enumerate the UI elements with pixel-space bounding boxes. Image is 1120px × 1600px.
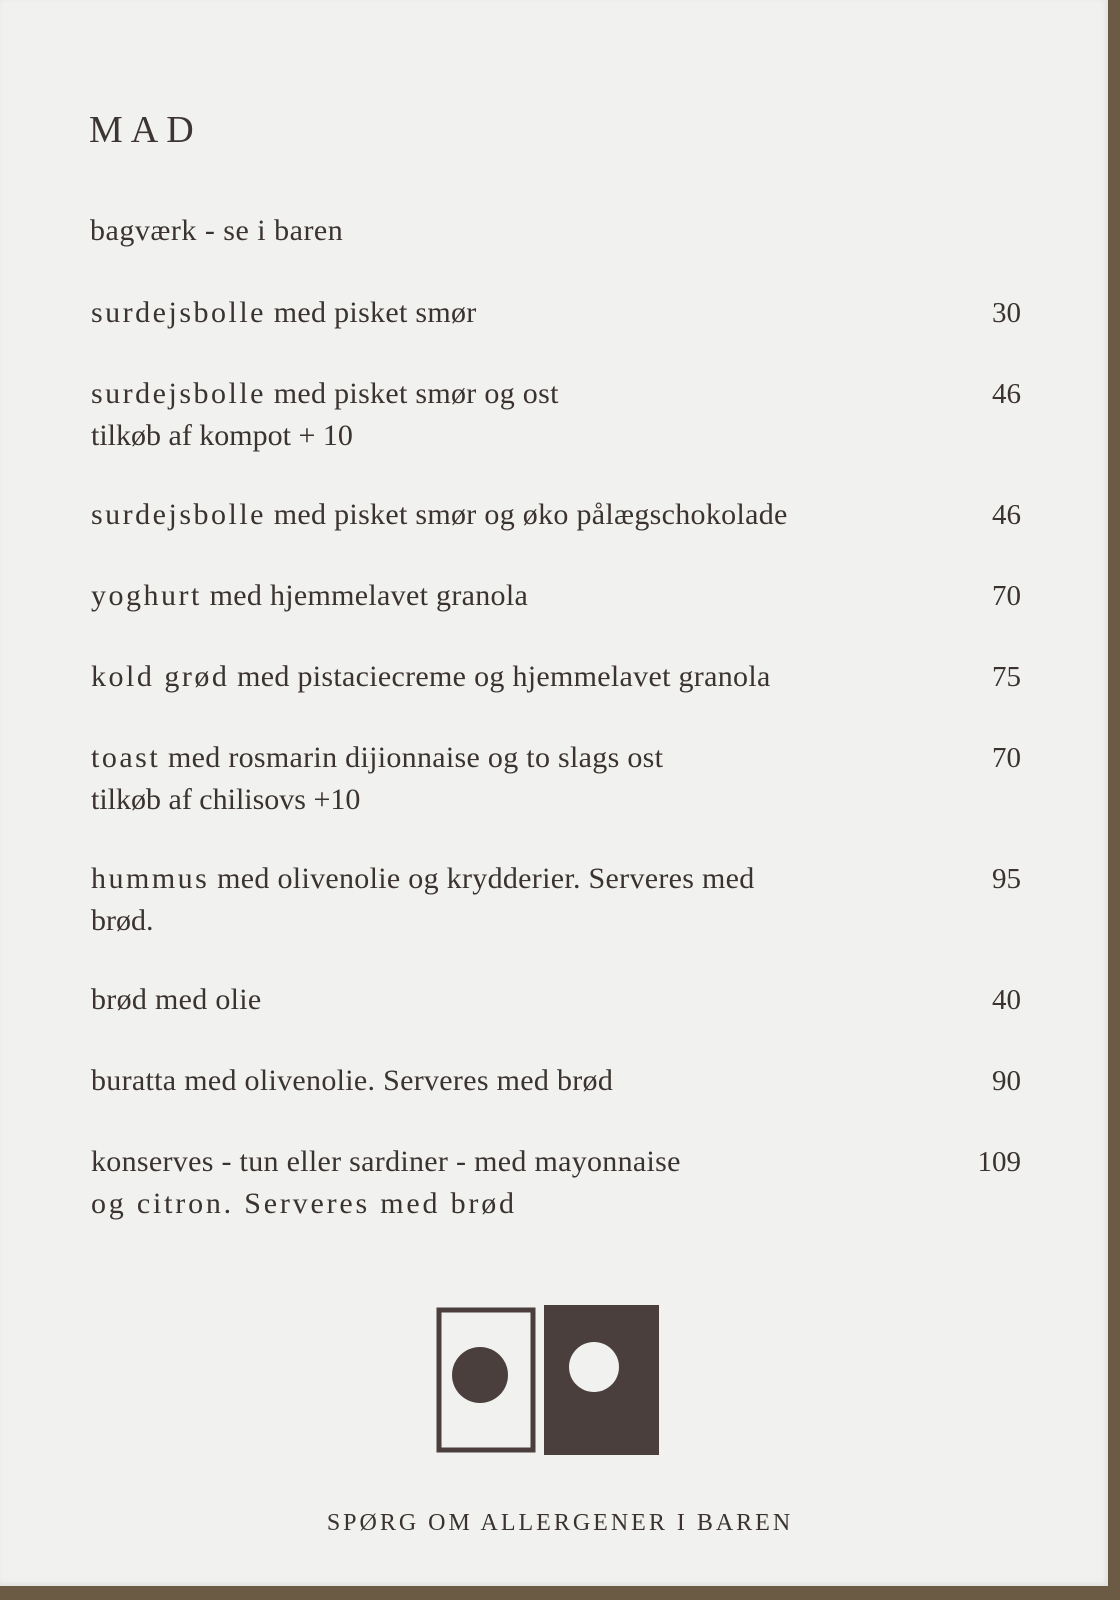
- item-name: konserves - tun eller sardiner - med mayonnaise: [91, 1145, 681, 1178]
- menu-subtitle: bagværk - se i baren: [90, 214, 344, 247]
- two-squares-with-circles-logo-icon: [436, 1305, 662, 1457]
- item-extra: og citron. Serveres med brød: [91, 1187, 517, 1220]
- item-name: surdejsbolle med pisket smør: [91, 296, 477, 329]
- item-price: 95: [992, 863, 1021, 895]
- menu-item: [91, 737, 1021, 821]
- item-price: 90: [992, 1065, 1021, 1097]
- item-price: 70: [992, 580, 1021, 612]
- menu-item: [91, 656, 1021, 698]
- item-name: kold grød med pistaciecreme og hjemmelavet granola: [91, 660, 771, 693]
- item-price: 75: [992, 661, 1021, 693]
- menu-title: MAD: [89, 109, 202, 151]
- item-extra: tilkøb af chilisovs +10: [91, 783, 361, 816]
- menu-item: [91, 292, 1021, 334]
- menu-item: [91, 858, 1021, 942]
- item-name: buratta med olivenolie. Serveres med brød: [91, 1064, 614, 1097]
- item-name: yoghurt med hjemmelavet granola: [91, 579, 529, 612]
- menu-item: [91, 494, 1021, 536]
- item-price: 46: [992, 499, 1021, 531]
- item-name: surdejsbolle med pisket smør og øko pålægschokolade: [91, 498, 788, 531]
- menu-item: [91, 1060, 1021, 1102]
- item-price: 70: [992, 742, 1021, 774]
- item-price: 46: [992, 378, 1021, 410]
- item-name: hummus med olivenolie og krydderier. Serveres med: [91, 862, 755, 895]
- item-extra: brød.: [91, 904, 154, 937]
- item-price: 30: [992, 297, 1021, 329]
- item-price: 109: [977, 1146, 1021, 1178]
- item-name: surdejsbolle med pisket smør og ost: [91, 377, 559, 410]
- allergen-note: SPØRG OM ALLERGENER I BAREN: [326, 1510, 794, 1536]
- menu-item: [91, 373, 1021, 457]
- item-price: 40: [992, 984, 1021, 1016]
- menu-item: [91, 1141, 1021, 1225]
- item-name: toast med rosmarin dijionnaise og to slags ost: [91, 741, 664, 774]
- menu-item: [91, 979, 1021, 1021]
- item-extra: tilkøb af kompot + 10: [91, 419, 353, 452]
- menu-item: [91, 575, 1021, 617]
- item-name: brød med olie: [91, 983, 262, 1016]
